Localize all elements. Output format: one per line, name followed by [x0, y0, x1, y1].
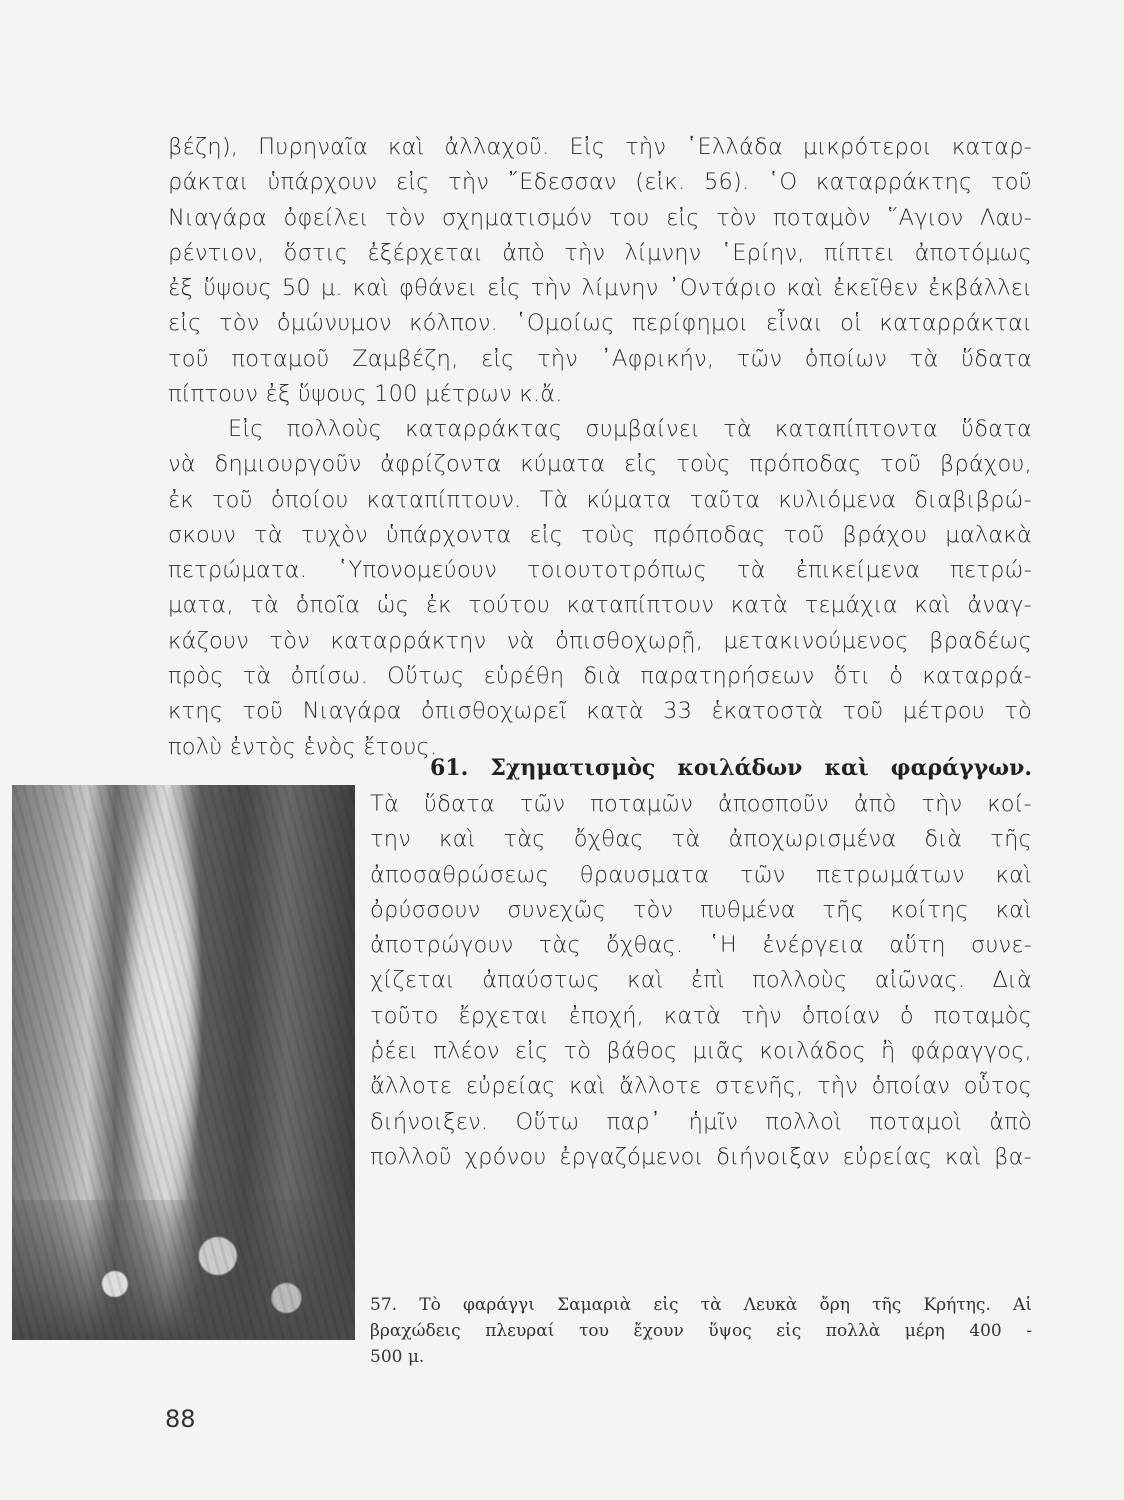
text-line: 500 μ.	[370, 1347, 425, 1367]
text-line: τοῦτο ἔρχεται ἐποχή, κατὰ τὴν ὁποίαν ὁ ποταμὸς	[370, 1002, 1032, 1029]
text-line: ρέντιον, ὅστις ἐξέρχεται ἀπὸ τὴν λίμνην ῾Ερίην, πίπτει ἀποτόμως	[168, 239, 1032, 266]
figure-caption	[370, 1292, 1032, 1370]
gorge-photo	[12, 785, 355, 1340]
text-line: ἐκ τοῦ ὁποίου καταπίπτουν. Τὰ κύματα ταῦτα κυλιόμενα διαβιβρώ-	[168, 486, 1032, 513]
text-line: βέζη), Πυρηναῖα καὶ ἀλλαχοῦ. Εἰς τὴν ῾Ελλάδα μικρότεροι καταρ-	[168, 134, 1032, 160]
text-line: κτης τοῦ Νιαγάρα ὀπισθοχωρεῖ κατὰ 33 ἑκατοστὰ τοῦ μέτρου τὸ	[168, 698, 1032, 725]
text-line: ἀποσαθρώσεως θραυσματα τῶν πετρωμάτων καὶ	[370, 861, 1032, 888]
text-line: ματα, τὰ ὁποῖα ὡς ἐκ τούτου καταπίπτουν κατὰ τεμάχια καὶ ἀναγ-	[168, 592, 1032, 619]
text-line: διήνοιξεν. Οὕτω παρ᾿ ἡμῖν πολλοὶ ποταμοὶ ἀπὸ	[370, 1108, 1032, 1135]
text-line: πετρώματα. ῾Υπονομεύουν τοιουτοτρόπως τὰ ἐπικείμενα πετρώ-	[168, 557, 1032, 584]
text-line: ράκται ὑπάρχουν εἰς τὴν ῎Εδεσσαν (εἰκ. 56). ῾Ο καταρράκτης τοῦ	[168, 169, 1032, 196]
text-line: Εἰς πολλοὺς καταρράκτας συμβαίνει τὰ καταπίπτοντα ὕδατα	[228, 416, 1032, 442]
text-line: νὰ δημιουργοῦν ἀφρίζοντα κύματα εἰς τοὺς πρόποδας τοῦ βράχου,	[168, 451, 1032, 478]
text-line: πολλοῦ χρόνου ἐργαζόμενοι διήνοιξαν εὐρείας καὶ βα-	[370, 1143, 1032, 1170]
text-line: εἰς τὸν ὁμώνυμον κόλπον. ῾Ομοίως περίφημοι εἶναι οἱ καταρράκται	[168, 310, 1032, 337]
text-line: πίπτουν ἐξ ὕψους 100 μέτρων κ.ἄ.	[168, 381, 563, 408]
text-line: ὀρύσσουν συνεχῶς τὸν πυθμένα τῆς κοίτης καὶ	[370, 896, 1032, 923]
text-line: ἄλλοτε εὐρείας καὶ ἄλλοτε στενῆς, τὴν ὁποίαν οὗτος	[370, 1073, 1032, 1100]
text-line: χίζεται ἀπαύστως καὶ ἐπὶ πολλοὺς αἰῶνας. Διὰ	[370, 967, 1032, 994]
text-line: σκουν τὰ τυχὸν ὑπάρχοντα εἰς τοὺς πρόποδας τοῦ βράχου μαλακὰ	[168, 521, 1032, 548]
text-line: πρὸς τὰ ὀπίσω. Οὕτως εὑρέθη διὰ παρατηρήσεων ὅτι ὁ καταρρά-	[168, 663, 1032, 690]
text-line: Τὰ ὕδατα τῶν ποταμῶν ἀποσποῦν ἀπὸ τὴν κοί-	[370, 791, 1032, 817]
paragraph-3	[370, 787, 1032, 1175]
text-line: την καὶ τὰς ὄχθας τὰ ἀποχωρισμένα διὰ τῆς	[370, 826, 1032, 853]
page-number: 88	[165, 1405, 196, 1433]
text-line: ἐξ ὕψους 50 μ. καὶ φθάνει εἰς τὴν λίμνην ᾿Οντάριο καὶ ἐκεῖθεν ἐκβάλλει	[168, 275, 1032, 302]
text-line: ῥέει πλέον εἰς τὸ βάθος μιᾶς κοιλάδος ἢ φάραγγος,	[370, 1038, 1032, 1065]
text-line: ἀποτρώγουν τὰς ὄχθας. ῾Η ἐνέργεια αὕτη συνε-	[370, 932, 1032, 959]
text-line: 57. Τὸ φαράγγι Σαμαριὰ εἰς τὰ Λευκὰ ὄρη τῆς Κρήτης. Αἱ	[370, 1295, 1032, 1315]
paragraph-1	[168, 130, 1032, 412]
section-heading: 61. Σχηματισμὸς κοιλάδων καὶ φαράγγων.	[430, 755, 1032, 781]
text-line: τοῦ ποταμοῦ Ζαμβέζη, εἰς τὴν ᾿Αφρικήν, τῶν ὁποίων τὰ ὕδατα	[168, 345, 1032, 372]
photo-grain	[12, 785, 355, 1340]
text-line: Νιαγάρα ὀφείλει τὸν σχηματισμόν του εἰς τὸν ποταμὸν ῞Αγιον Λαυ-	[168, 204, 1032, 231]
text-line: βραχώδεις πλευραί του ἔχουν ὕψος εἰς πολλὰ μέρη 400 -	[370, 1321, 1032, 1341]
text-line: πολὺ ἐντὸς ἑνὸς ἔτους.	[168, 733, 438, 760]
paragraph-2	[168, 412, 1032, 765]
text-line: κάζουν τὸν καταρράκτην νὰ ὀπισθοχωρῇ, μετακινούμενος βραδέως	[168, 627, 1032, 654]
